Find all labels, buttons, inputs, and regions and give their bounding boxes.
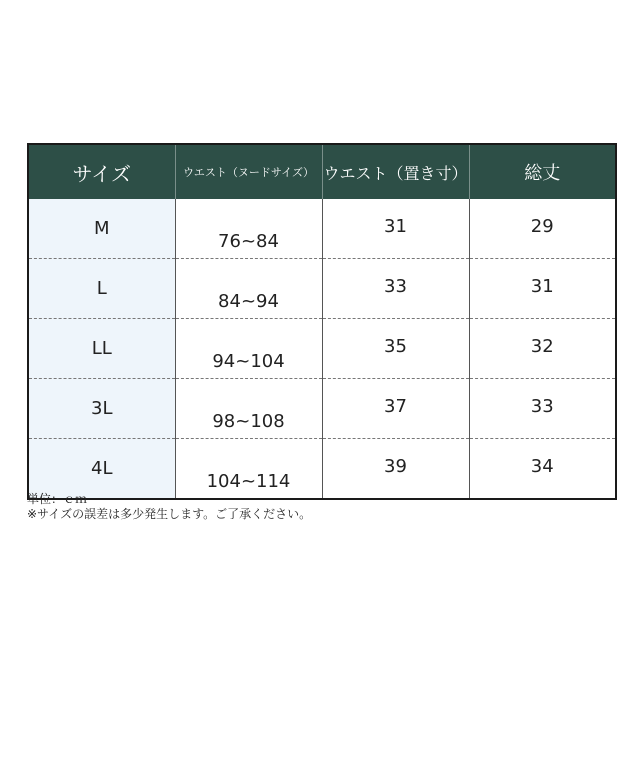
cell-size: L [28, 259, 175, 319]
cell-waist-flat: 39 [322, 439, 469, 500]
cell-waist-nude: 94~104 [175, 319, 322, 379]
cell-waist-flat: 37 [322, 379, 469, 439]
cell-waist-flat: 31 [322, 199, 469, 259]
header-row [28, 144, 616, 199]
disclaimer-note: ※サイズの誤差は多少発生します。ご了承ください。 [27, 507, 312, 521]
cell-length: 32 [469, 319, 616, 379]
header-waist-flat: ウエスト（置き寸） [322, 144, 469, 199]
table-header [28, 144, 616, 199]
size-chart-table [27, 143, 617, 500]
cell-waist-flat: 35 [322, 319, 469, 379]
table-row [28, 439, 616, 500]
cell-length: 34 [469, 439, 616, 500]
table-row [28, 379, 616, 439]
cell-size: 3L [28, 379, 175, 439]
cell-length: 31 [469, 259, 616, 319]
cell-waist-nude: 76~84 [175, 199, 322, 259]
cell-waist-nude: 98~108 [175, 379, 322, 439]
cell-waist-nude: 84~94 [175, 259, 322, 319]
table-body [28, 199, 616, 499]
cell-size: 4L [28, 439, 175, 500]
cell-size: M [28, 199, 175, 259]
size-notes [27, 492, 311, 522]
cell-length: 29 [469, 199, 616, 259]
header-size: サイズ [28, 144, 175, 199]
cell-size: LL [28, 319, 175, 379]
table-row [28, 199, 616, 259]
cell-length: 33 [469, 379, 616, 439]
table-row [28, 319, 616, 379]
cell-waist-nude: 104~114 [175, 439, 322, 500]
cell-waist-flat: 33 [322, 259, 469, 319]
table-row [28, 259, 616, 319]
header-waist-nude: ウエスト（ヌードサイズ） [175, 144, 322, 199]
unit-note: 単位：ｃｍ [27, 492, 88, 506]
header-length: 総丈 [469, 144, 616, 199]
